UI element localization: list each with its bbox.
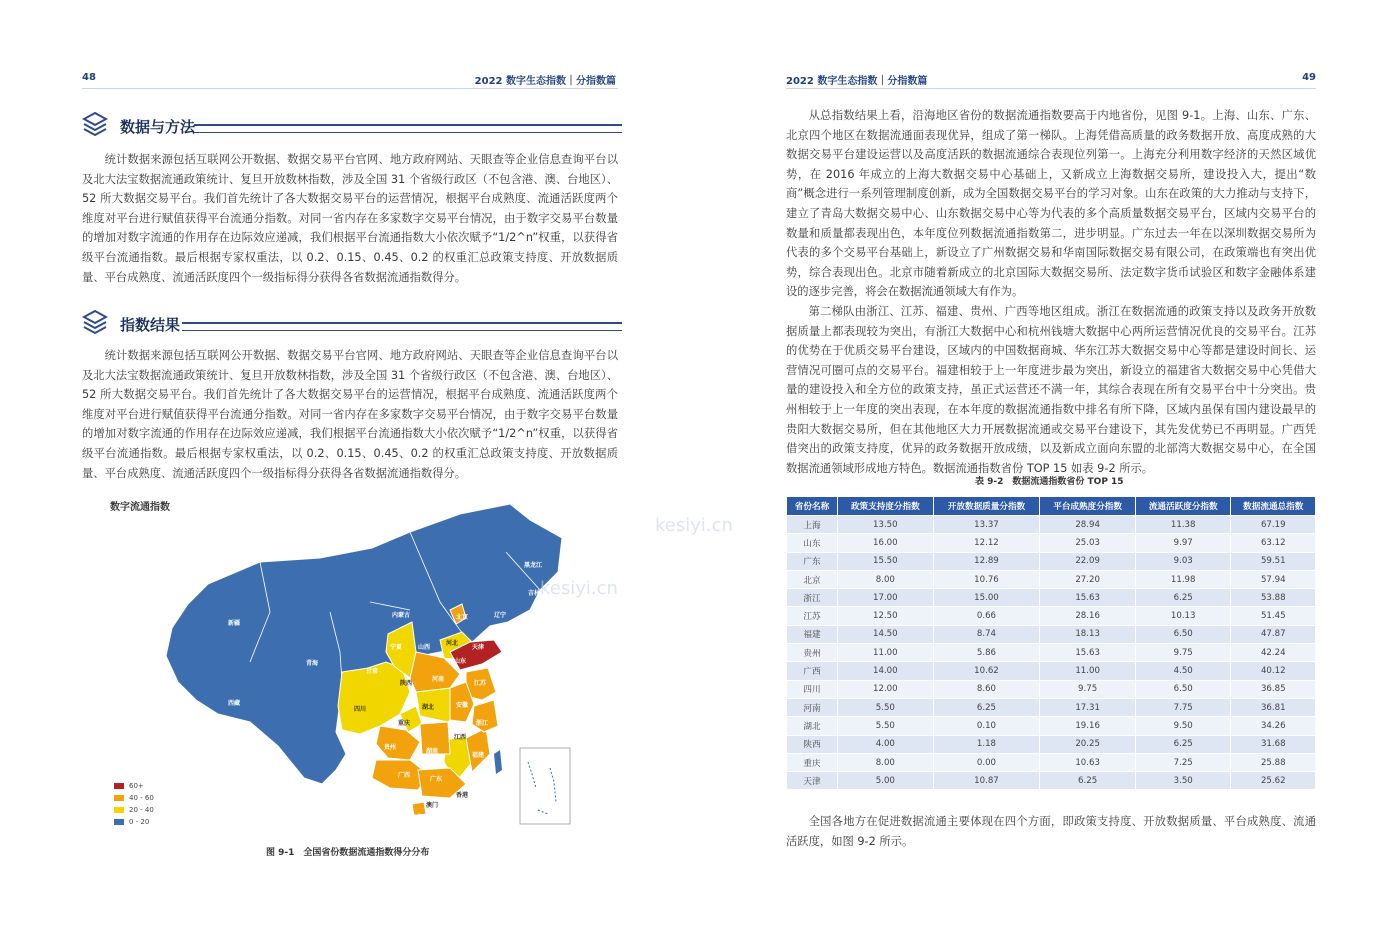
score-cell: 11.98 (1135, 570, 1231, 588)
score-cell: 36.85 (1231, 680, 1316, 698)
score-cell: 47.87 (1231, 625, 1316, 643)
section-header-data-method (82, 114, 622, 140)
province-label: 澳门 (426, 802, 439, 809)
right-page (700, 0, 1400, 950)
table-header-row (787, 497, 1316, 516)
score-cell: 17.00 (838, 589, 934, 607)
score-cell: 7.75 (1135, 698, 1231, 716)
china-map-figure (110, 492, 590, 842)
province-label: 山东 (454, 658, 467, 665)
province-name-cell: 广西 (787, 662, 838, 680)
table-row (787, 698, 1316, 716)
score-cell: 17.31 (1040, 698, 1136, 716)
province-label: 陕西 (400, 680, 413, 687)
score-cell: 3.50 (1135, 772, 1231, 790)
score-cell: 0.66 (933, 607, 1040, 625)
score-cell: 28.16 (1040, 607, 1136, 625)
province-name-cell: 广东 (787, 552, 838, 570)
province-name-cell: 江苏 (787, 607, 838, 625)
score-cell: 12.00 (838, 680, 934, 698)
analysis-paragraph-1: 从总指数结果上看，沿海地区省份的数据流通指数要高于内地省份，见图 9-1。上海、山东、广东、北京四个地区在数据流通面表现优异，组成了第一梯队。上海凭借高质量的政务数据开放、高度成熟的大数据交易平台建设运营以及高度活跃的数据流通综合表现位列第一。上海充分利用数字经济的天然区域优势，在 2016 年成立的上海大数据交易中心基础上，又新成立上海数据交易所，建设投入大，提出“数商”概念进行一系列管理制度创新，成为全国数据交易平台的学习对象。山东在政策的大力推动与支持下，建立了青岛大数据交易中心、山东数据交易中心等为代表的多个高质量数据交易平台，区域内交易平台的数量和质量都表现出色，本年度位列数据流通指数第二，进步明显。广东过去一年在以深圳数据交易所为代表的多个交易平台基础上，新设立了广州数据交易和华南国际数据交易有限公司，在政策端也有突出优势，综合表现出色。北京市随着新成立的北京国际大数据交易所、法定数字货币试验区和数字金融体系建设的逐步完善，将会在数据流通领域大有作为。 (786, 109, 1316, 299)
legend-swatch (114, 783, 124, 789)
province-label: 北京 (456, 614, 469, 621)
table-header-cell: 省份名称 (787, 497, 838, 516)
legend-item (114, 792, 154, 804)
section-title: 指数结果 (120, 316, 181, 334)
paragraph-text: 统计数据来源包括互联网公开数据、数据交易平台官网、地方政府网站、天眼查等企业信息查询平台以及北大法宝数据流通政策统计、复旦开放数林指数，涉及全国 31 个省级行政区（不包含港、澳、台地区）、52 所大数据交易平台。我们首先统计了各大数据交易平台的运营情况，根据平台成熟度、流通活跃度两个维度对平台进行赋值获得平台流通分指数。对同一省内存在多家数字交易平台情况，由于数字交易平台数量的增加对数字流通的作用存在边际效应递减，我们根据平台流通指数大小依次赋予“1/2^n”权重，以获得省级平台流通指数。最后根据专家权重法，以 0.2、0.15、0.45、0.2 的权重汇总政策支持度、开放数据质量、平台成熟度、流通活跃度四个一级指标得分获得各省数据流通指数得分。 (82, 349, 618, 480)
legend-swatch (114, 807, 124, 813)
province-name-cell: 福建 (787, 625, 838, 643)
score-cell: 9.97 (1135, 534, 1231, 552)
score-cell: 11.00 (838, 644, 934, 662)
province-label: 安徽 (456, 702, 469, 709)
running-title-left: 2022 数字生态指数｜分指数篇 (474, 76, 616, 87)
province-name-cell: 重庆 (787, 753, 838, 771)
province-label: 西藏 (228, 700, 241, 707)
section-title: 数据与方法 (120, 118, 196, 136)
score-cell: 57.94 (1231, 570, 1316, 588)
province-label: 黑龙江 (524, 562, 543, 569)
score-cell: 14.50 (838, 625, 934, 643)
score-cell: 15.63 (1040, 589, 1136, 607)
province-label: 新疆 (228, 620, 241, 627)
province-orange-guizhou (376, 726, 420, 760)
table-row (787, 772, 1316, 790)
score-cell: 67.19 (1231, 516, 1316, 534)
province-name-cell: 陕西 (787, 735, 838, 753)
score-cell: 28.94 (1040, 516, 1136, 534)
province-label: 宁夏 (390, 644, 403, 651)
score-cell: 12.12 (933, 534, 1040, 552)
stack-layers-icon (82, 110, 108, 140)
legend-item (114, 816, 154, 828)
province-label: 广西 (398, 772, 411, 779)
province-name-cell: 上海 (787, 516, 838, 534)
province-label: 山西 (418, 644, 431, 651)
analysis-text (786, 106, 1316, 478)
table-header-cell: 平台成熟度分指数 (1040, 497, 1136, 516)
page-number-right: 49 (1302, 72, 1316, 83)
table-row (787, 625, 1316, 643)
legend-label: 40 - 60 (129, 794, 154, 802)
province-label: 内蒙古 (392, 612, 411, 619)
score-cell: 6.25 (1040, 772, 1136, 790)
section-header-results (82, 312, 622, 338)
header-rule-left (82, 88, 618, 89)
page-number-left: 48 (82, 72, 96, 83)
province-label: 四川 (354, 706, 367, 713)
province-label: 吉林 (528, 590, 541, 597)
watermark-text: kesiyi.cn (540, 578, 618, 599)
province-label: 甘肃 (366, 668, 379, 675)
section-rule (182, 322, 622, 331)
score-cell: 36.81 (1231, 698, 1316, 716)
paragraph-text: 统计数据来源包括互联网公开数据、数据交易平台官网、地方政府网站、天眼查等企业信息查询平台以及北大法宝数据流通政策统计、复旦开放数林指数，涉及全国 31 个省级行政区（不包含港、澳、台地区）、52 所大数据交易平台。我们首先统计了各大数据交易平台的运营情况，根据平台成熟度、流通活跃度两个维度对平台进行赋值获得平台流通分指数。对同一省内存在多家数字交易平台情况，由于数字交易平台数量的增加对数字流通的作用存在边际效应递减，我们根据平台流通指数大小依次赋予“1/2^n”权重，以获得省级平台流通指数。最后根据专家权重法，以 0.2、0.15、0.45、0.2 的权重汇总政策支持度、开放数据质量、平台成熟度、流通活跃度四个一级指标得分获得各省数据流通指数得分。 (82, 153, 618, 284)
score-cell: 22.09 (1040, 552, 1136, 570)
score-cell: 5.00 (838, 772, 934, 790)
score-cell: 25.03 (1040, 534, 1136, 552)
south-china-sea-inset (520, 748, 570, 824)
score-cell: 10.62 (933, 662, 1040, 680)
score-cell: 10.76 (933, 570, 1040, 588)
score-cell: 4.00 (838, 735, 934, 753)
score-cell: 10.87 (933, 772, 1040, 790)
table-header-cell: 开放数据质量分指数 (933, 497, 1040, 516)
analysis-paragraph-2: 第二梯队由浙江、江苏、福建、贵州、广西等地区组成。浙江在数据流通的政策支持以及政务开放数据质量上都表现较为突出，有浙江大数据中心和杭州钱塘大数据中心两所运营情况优良的交易平台。江苏的优势在于优质交易平台建设，区域内的中国数据商城、华东江苏大数据交易中心等都是建设时间长、运营情况可圈可点的交易平台。福建相较于上一年度进步最为突出，新设立的福建省大数据交易中心凭借大量的建设投入和全方位的政策支持，虽正式运营还不满一年，其综合表现在所有交易平台中十分突出。贵州相较于上一年度的突出表现，在本年度的数据流通指数中排名有所下降，区域内虽保有国内建设最早的贵阳大数据交易所，但在其他地区大力开展数据流通或交易平台建设下，其先发优势已不再明显。广西凭借突出的政策支持度，优异的政务数据开放成绩，以及新成立面向东盟的北部湾大数据交易中心，在全国数据流通领域形成地方特色。数据流通指数省份 TOP 15 如表 9-2 所示。 (786, 304, 1316, 475)
score-cell: 40.12 (1231, 662, 1316, 680)
nine-dash-line (528, 762, 556, 814)
province-name-cell: 湖北 (787, 717, 838, 735)
legend-label: 60+ (129, 782, 144, 790)
province-name-cell: 北京 (787, 570, 838, 588)
table-row (787, 717, 1316, 735)
legend-label: 0 - 20 (129, 818, 150, 826)
province-name-cell: 浙江 (787, 589, 838, 607)
province-label: 香港 (456, 792, 469, 799)
score-cell: 0.10 (933, 717, 1040, 735)
score-cell: 15.63 (1040, 644, 1136, 662)
score-cell: 31.68 (1231, 735, 1316, 753)
table-row (787, 753, 1316, 771)
score-cell: 19.16 (1040, 717, 1136, 735)
score-cell: 9.75 (1135, 644, 1231, 662)
running-title-right: 2022 数字生态指数｜分指数篇 (786, 76, 928, 87)
score-cell: 6.50 (1135, 625, 1231, 643)
table-row (787, 534, 1316, 552)
header-rule-right (786, 88, 1316, 89)
table-caption: 表 9-2 数据流通指数省份 TOP 15 (975, 477, 1124, 487)
closing-text (786, 812, 1316, 851)
stack-layers-icon (82, 308, 108, 338)
table-body (787, 516, 1316, 790)
map-title: 数字流通指数 (110, 502, 170, 513)
score-cell: 4.50 (1135, 662, 1231, 680)
province-label: 河南 (432, 676, 445, 683)
score-cell: 8.60 (933, 680, 1040, 698)
province-name-cell: 天津 (787, 772, 838, 790)
score-cell: 59.51 (1231, 552, 1316, 570)
table-row (787, 570, 1316, 588)
table-row (787, 735, 1316, 753)
score-cell: 9.50 (1135, 717, 1231, 735)
score-cell: 42.24 (1231, 644, 1316, 662)
province-label: 天津 (472, 644, 485, 651)
score-cell: 11.00 (1040, 662, 1136, 680)
score-cell: 25.88 (1231, 753, 1316, 771)
legend-swatch (114, 819, 124, 825)
score-cell: 9.75 (1040, 680, 1136, 698)
method-paragraph (82, 150, 618, 287)
province-label: 海南 (410, 814, 423, 821)
score-cell: 10.63 (1040, 753, 1136, 771)
table-row (787, 552, 1316, 570)
province-name-cell: 河南 (787, 698, 838, 716)
score-cell: 9.03 (1135, 552, 1231, 570)
score-cell: 20.25 (1040, 735, 1136, 753)
province-name-cell: 四川 (787, 680, 838, 698)
legend-item (114, 804, 154, 816)
province-label: 青海 (306, 660, 319, 667)
province-label: 福建 (472, 752, 485, 759)
score-cell: 7.25 (1135, 753, 1231, 771)
score-cell: 53.88 (1231, 589, 1316, 607)
map-caption: 图 9-1 全国省份数据流通指数得分分布 (266, 848, 430, 858)
score-cell: 1.18 (933, 735, 1040, 753)
score-cell: 63.12 (1231, 534, 1316, 552)
table-row (787, 644, 1316, 662)
province-label: 贵州 (384, 744, 397, 751)
score-cell: 6.50 (1135, 680, 1231, 698)
table-row (787, 662, 1316, 680)
score-cell: 5.86 (933, 644, 1040, 662)
score-cell: 6.25 (1135, 735, 1231, 753)
china-map (110, 492, 590, 842)
score-cell: 25.62 (1231, 772, 1316, 790)
province-label: 重庆 (398, 720, 411, 727)
score-cell: 5.50 (838, 717, 934, 735)
score-cell: 10.13 (1135, 607, 1231, 625)
score-cell: 27.20 (1040, 570, 1136, 588)
score-cell: 6.25 (1135, 589, 1231, 607)
table-row (787, 607, 1316, 625)
score-cell: 14.00 (838, 662, 934, 680)
legend-label: 20 - 40 (129, 806, 154, 814)
score-cell: 34.26 (1231, 717, 1316, 735)
score-cell: 13.37 (933, 516, 1040, 534)
closing-paragraph: 全国各地方在促进数据流通主要体现在四个方面，即政策支持度、开放数据质量、平台成熟度、流通活跃度，如图 9-2 所示。 (786, 815, 1316, 848)
table-row (787, 680, 1316, 698)
score-cell: 5.50 (838, 698, 934, 716)
legend-item (114, 780, 154, 792)
score-cell: 6.25 (933, 698, 1040, 716)
score-cell: 15.50 (838, 552, 934, 570)
province-label: 江苏 (474, 680, 487, 687)
table-header-cell: 流通活跃度分指数 (1135, 497, 1231, 516)
table-header-cell: 政策支持度分指数 (838, 497, 934, 516)
top15-table (786, 496, 1316, 790)
province-label: 河北 (446, 640, 459, 647)
score-cell: 0.00 (933, 753, 1040, 771)
province-label: 广东 (430, 776, 443, 783)
province-name-cell: 山东 (787, 534, 838, 552)
legend-swatch (114, 795, 124, 801)
score-cell: 18.13 (1040, 625, 1136, 643)
table-row (787, 589, 1316, 607)
province-label: 台湾 (484, 772, 497, 779)
table-row (787, 516, 1316, 534)
watermark-text: kesiyi.cn (655, 515, 733, 536)
province-name-cell: 贵州 (787, 644, 838, 662)
table-header-cell: 数据流通总指数 (1231, 497, 1316, 516)
map-legend (114, 780, 154, 828)
score-cell: 15.00 (933, 589, 1040, 607)
province-label: 云南 (344, 764, 357, 771)
score-cell: 51.45 (1231, 607, 1316, 625)
results-paragraph (82, 346, 618, 483)
province-label: 江西 (454, 734, 467, 741)
score-cell: 8.00 (838, 753, 934, 771)
province-label: 辽宁 (494, 612, 507, 619)
score-cell: 11.38 (1135, 516, 1231, 534)
score-cell: 12.50 (838, 607, 934, 625)
score-cell: 8.74 (933, 625, 1040, 643)
score-cell: 16.00 (838, 534, 934, 552)
province-label: 浙江 (476, 720, 489, 727)
score-cell: 13.50 (838, 516, 934, 534)
province-blue-region (166, 504, 562, 784)
province-label: 湖北 (422, 704, 435, 711)
score-cell: 8.00 (838, 570, 934, 588)
province-label: 湖南 (426, 748, 439, 755)
section-rule (194, 124, 622, 133)
province-label: 上海 (494, 698, 507, 705)
score-cell: 12.89 (933, 552, 1040, 570)
